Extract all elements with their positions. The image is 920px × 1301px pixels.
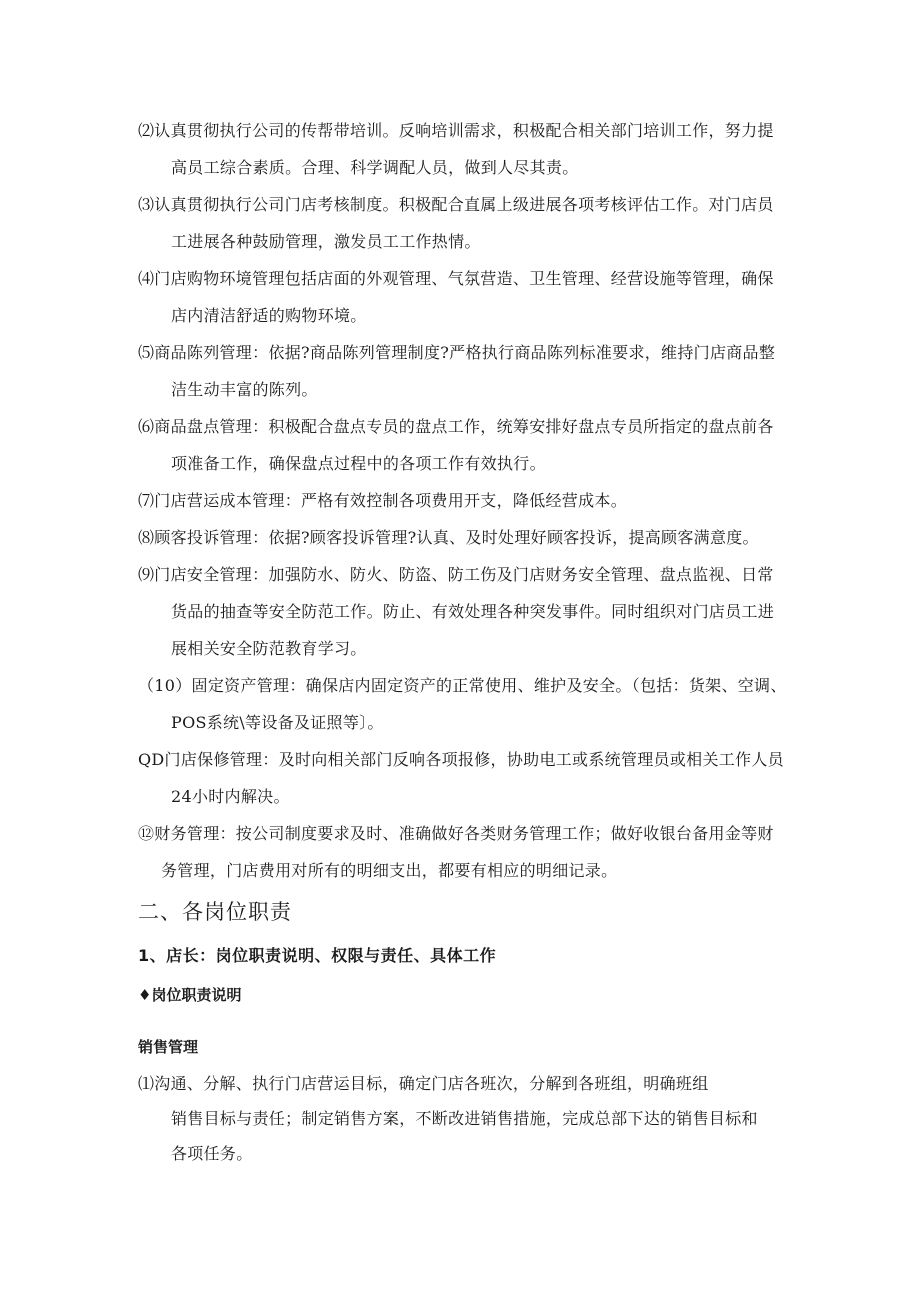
job-description-heading: ♦岗位职责说明 — [138, 986, 242, 1004]
duty-item-9: ⑼门店安全管理：加强防水、防火、防盗、防工伤及门店财务安全管理、盘点监视、日常货品的抽查等安全防范工作。防止、有效处理各种突发事件。同时组织对门店员工进展相关安全防范教育学习。 — [138, 565, 775, 658]
section-title: 二、各岗位职责 — [138, 900, 292, 924]
sales-line-3: 各项任务。 — [171, 1144, 253, 1163]
duty-item-8: ⑻顾客投诉管理：依据?顾客投诉管理?认真、及时处理好顾客投诉，提高顾客满意度。 — [138, 528, 759, 547]
duty-item-3: ⑶认真贯彻执行公司门店考核制度。积极配合直属上级进展各项考核评估工作。对门店员工进展各种鼓励管理，激发员工工作热情。 — [138, 195, 774, 251]
sales-line-2: 销售目标与责任；制定销售方案，不断改进销售措施，完成总部下达的销售目标和 — [171, 1109, 758, 1128]
duty-item-11: QD门店保修管理：及时向相关部门反响各项报修，协助电工或系统管理员或相关工作人员24小时内解决。 — [138, 750, 784, 806]
sales-line-1: ⑴沟通、分解、执行门店营运目标，确定门店各班次，分解到各班组，明确班组 — [138, 1074, 709, 1093]
store-manager-heading: 1、店长：岗位职责说明、权限与责任、具体工作 — [138, 946, 497, 965]
duty-item-7: ⑺门店营运成本管理：严格有效控制各项费用开支，降低经营成本。 — [138, 491, 628, 510]
duty-item-5: ⑸商品陈列管理：依据?商品陈列管理制度?严格执行商品陈列标准要求，维持门店商品整洁生动丰富的陈列。 — [138, 343, 776, 399]
duty-item-4: ⑷门店购物环境管理包括店面的外观管理、气氛营造、卫生管理、经营设施等管理，确保店内清洁舒适的购物环境。 — [138, 269, 774, 325]
duty-item-10: （10）固定资产管理：确保店内固定资产的正常使用、维护及安全。（包括：货架、空调、POS系统\等设备及证照等〕。 — [138, 676, 787, 732]
sales-paragraph — [138, 1066, 788, 1171]
duty-list — [138, 112, 788, 889]
sales-management-heading: 销售管理 — [138, 1038, 199, 1056]
duty-item-12: ⑫财务管理：按公司制度要求及时、准确做好各类财务管理工作；做好收银台备用金等财务管理，门店费用对所有的明细支出，都要有相应的明细记录。 — [138, 824, 774, 880]
duty-item-6: ⑹商品盘点管理：积极配合盘点专员的盘点工作，统筹安排好盘点专员所指定的盘点前各项准备工作，确保盘点过程中的各项工作有效执行。 — [138, 417, 774, 473]
duty-item-2: ⑵认真贯彻执行公司的传帮带培训。反响培训需求，积极配合相关部门培训工作，努力提高员工综合素质。合理、科学调配人员，做到人尽其责。 — [138, 121, 774, 177]
